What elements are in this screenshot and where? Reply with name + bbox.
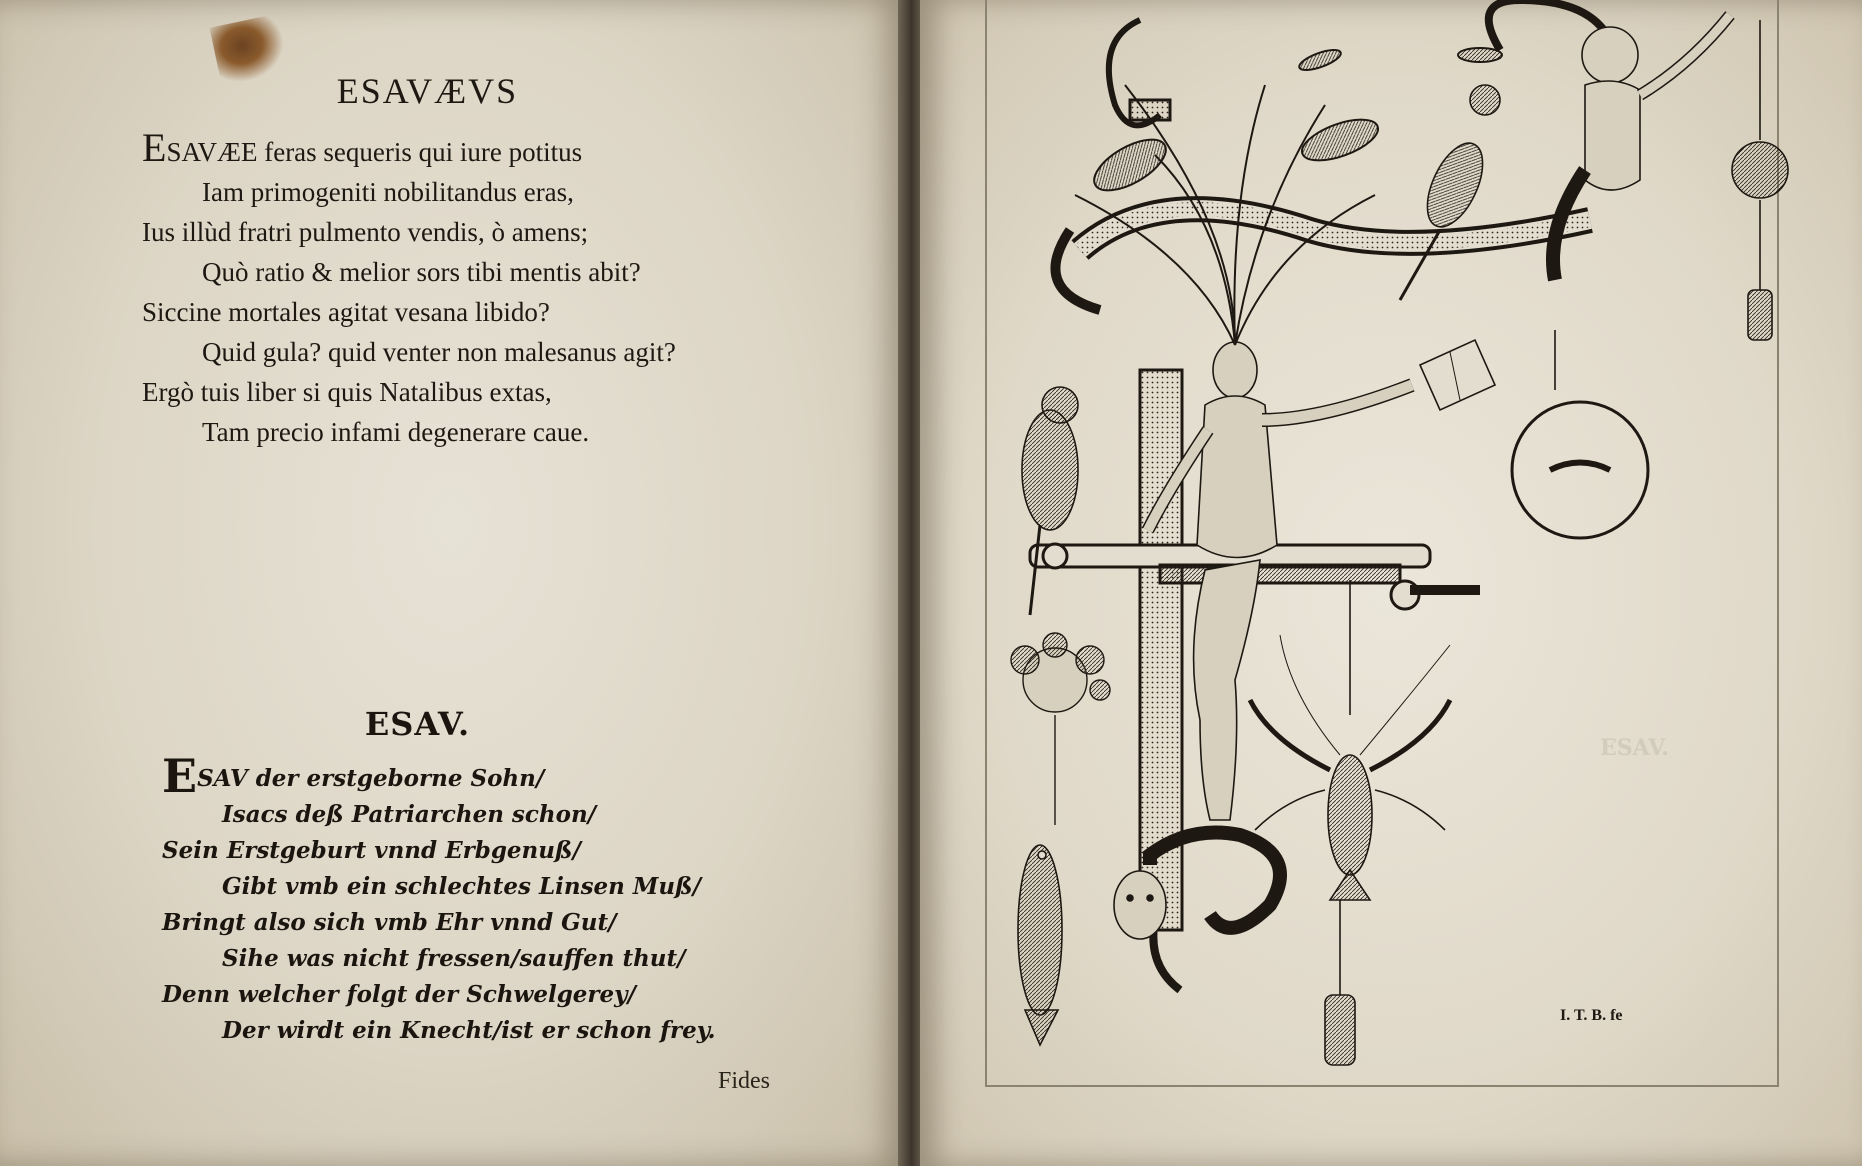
engraver-signature: I. T. B. fe — [1560, 1007, 1623, 1024]
german-title: ESAV. — [364, 705, 471, 743]
verse-line: Quid gula? quid venter non malesanus agit? — [202, 337, 676, 367]
parrot — [1400, 85, 1500, 300]
fruit-cluster — [1011, 633, 1110, 825]
verse-line: Isacs deß Patriarchen schon/ — [222, 801, 597, 828]
crayfish — [1250, 580, 1450, 900]
drop-cap: E — [142, 125, 167, 170]
tassel — [1325, 900, 1355, 1065]
verse-line: Ius illùd fratri pulmento vendis, ò amens; — [142, 217, 589, 247]
fish — [1018, 845, 1062, 1045]
verse-line: Tam precio infami degenerare caue. — [202, 417, 590, 447]
verse-line: Der wirdt ein Knecht/ist er schon frey. — [222, 1017, 716, 1044]
verse-line: Sein Erstgeburt vnnd Erbgenuß/ — [162, 837, 581, 864]
verse-line: Iam primogeniti nobilitandus eras, — [202, 177, 574, 207]
verse-line: ESAV der erstgeborne Sohn/ — [162, 749, 545, 803]
latin-title: ESAVÆVS — [336, 71, 519, 111]
mask-face — [1114, 871, 1166, 939]
verse-line: Ergò tuis liber si quis Natalibus extas, — [142, 377, 552, 407]
latin-verse — [142, 125, 676, 452]
verse-line: Gibt vmb ein schlechtes Linsen Muß/ — [222, 873, 701, 900]
engraving-illustration — [980, 0, 1800, 1085]
verse-line: Quò ratio & melior sors tibi mentis abit? — [202, 257, 641, 287]
verse-line: Sihe was nicht fressen/sauffen thut/ — [222, 945, 686, 972]
german-verse — [162, 749, 716, 1049]
catchword: Fides — [718, 1068, 771, 1094]
verse-line: Denn welcher folgt der Schwelgerey/ — [162, 981, 636, 1008]
bleed-through-text: ESAV. — [1600, 735, 1670, 761]
verse-line: ESAVÆE feras sequeris qui iure potitus — [142, 125, 583, 170]
cherub — [1553, 15, 1730, 280]
verse-line: Siccine mortales agitat vesana libido? — [142, 297, 550, 327]
drop-cap: E — [162, 749, 198, 803]
owl — [1022, 387, 1078, 615]
left-page — [0, 0, 905, 1166]
verse-line: Bringt also sich vmb Ehr vnnd Gut/ — [162, 909, 617, 936]
